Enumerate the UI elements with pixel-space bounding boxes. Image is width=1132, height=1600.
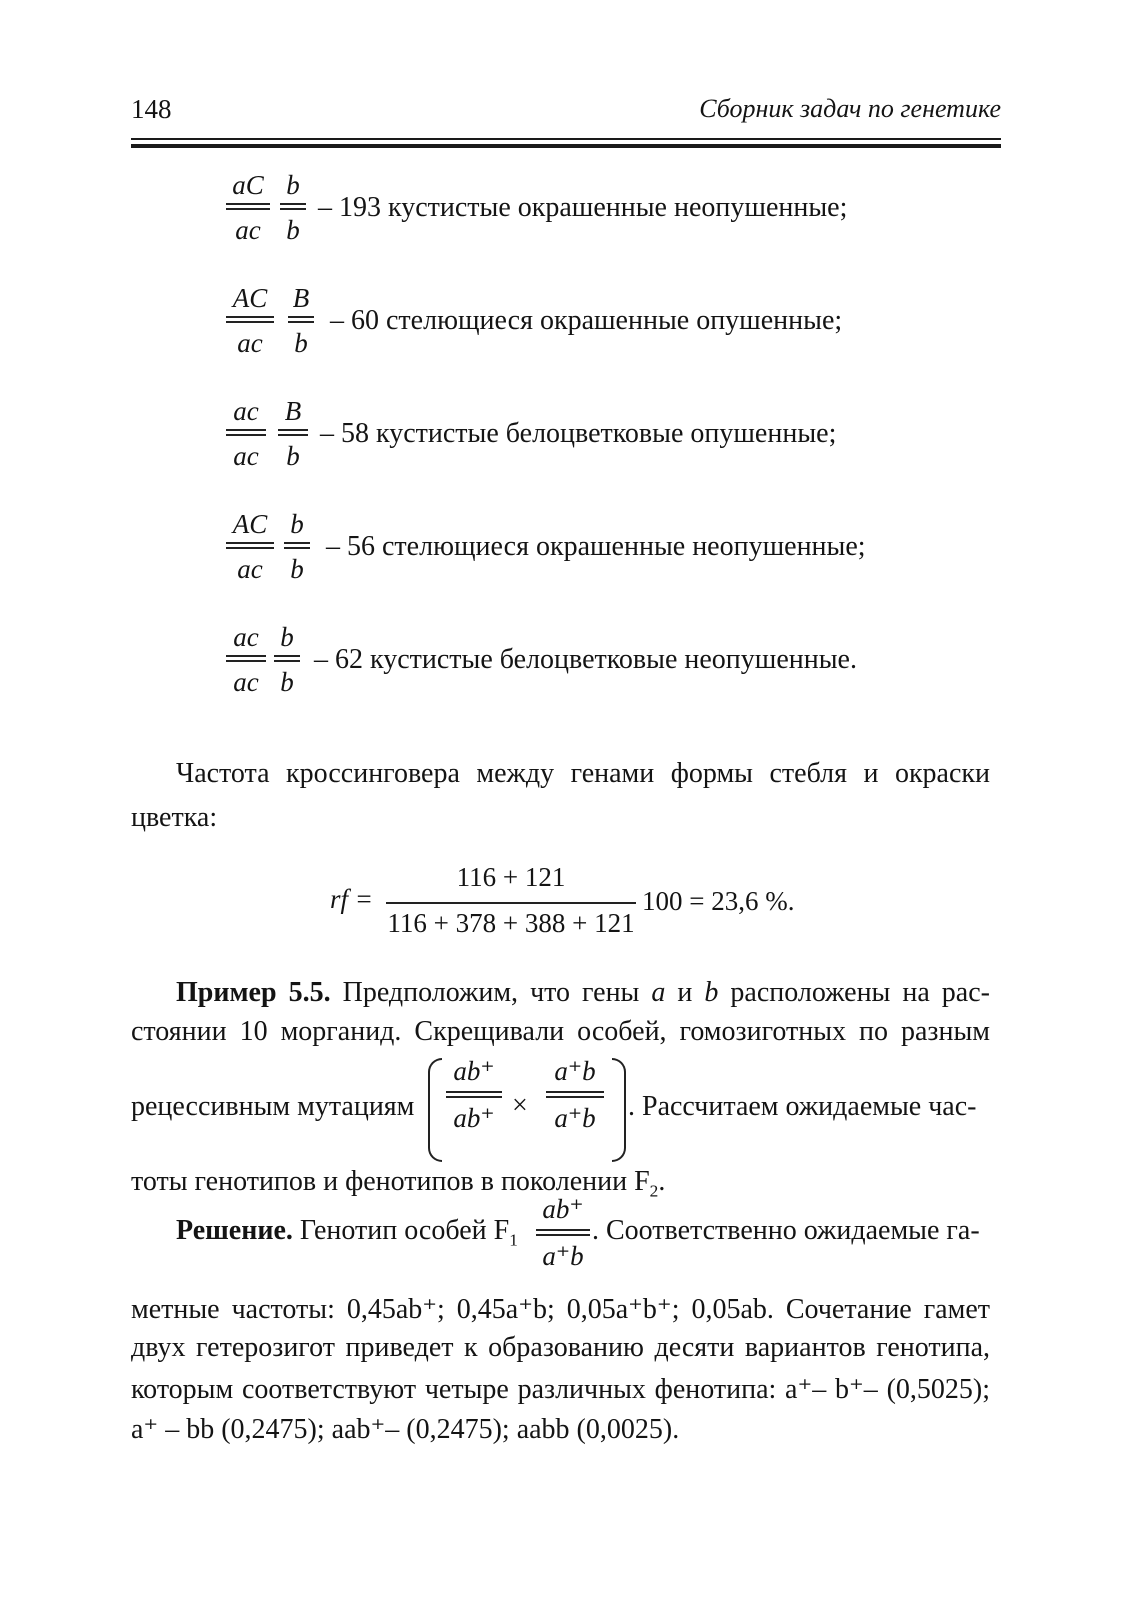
formula-rhs: 100 = 23,6 %. bbox=[642, 886, 795, 916]
example-line-3-post: . Рассчитаем ожидаемые час- bbox=[628, 1091, 977, 1122]
fraction-denominator: a⁺b bbox=[542, 1241, 584, 1271]
double-bar bbox=[226, 654, 266, 663]
text-span: тоты генотипов и фенотипов в поколении F bbox=[131, 1166, 650, 1197]
double-bar bbox=[284, 541, 310, 550]
genotype-description: – 60 стелющиеся окрашенные опушенные; bbox=[330, 305, 843, 336]
genotype-description: – 62 кустистые белоцветковые неопушенные. bbox=[314, 644, 857, 675]
subscript: 2 bbox=[649, 1181, 659, 1201]
genotype-row bbox=[226, 622, 966, 702]
example-line-3-pre: рецессивным мутациям bbox=[131, 1091, 415, 1122]
genotype-fraction-2 bbox=[278, 396, 308, 471]
fraction-denominator: ab⁺ bbox=[453, 1103, 495, 1133]
right-parenthesis bbox=[612, 1058, 626, 1162]
header-rule-thin bbox=[131, 138, 1001, 140]
genotype-fraction-2 bbox=[280, 170, 306, 245]
formula-lhs: rf = bbox=[330, 884, 373, 914]
fraction-numerator: ac bbox=[233, 396, 259, 426]
left-parenthesis bbox=[428, 1058, 442, 1162]
double-bar bbox=[546, 1090, 604, 1099]
fraction-denominator: b bbox=[290, 554, 304, 584]
fraction-denominator: b bbox=[286, 441, 300, 471]
fraction-bar bbox=[386, 902, 636, 904]
genotype-fraction-1 bbox=[226, 283, 274, 358]
gene-symbol: a bbox=[651, 977, 666, 1008]
page-header bbox=[131, 94, 1001, 134]
genotype-fraction-2 bbox=[284, 509, 310, 584]
solution-line-2: метные частоты: 0,45ab⁺; 0,45a⁺b; 0,05a⁺b⁺; 0,05ab. Сочетание гамет bbox=[131, 1294, 990, 1325]
fraction-denominator: ac bbox=[235, 215, 261, 245]
formula-denominator: 116 + 378 + 388 + 121 bbox=[387, 908, 635, 938]
paragraph-line: цветка: bbox=[131, 802, 218, 833]
f1-genotype-fraction bbox=[536, 1194, 590, 1271]
fraction-denominator: ac bbox=[237, 554, 263, 584]
example-label: Пример 5.5. bbox=[176, 977, 331, 1008]
solution-line-1-post: . Соответственно ожидаемые га- bbox=[592, 1215, 980, 1246]
double-bar bbox=[278, 428, 308, 437]
genotype-fraction-1 bbox=[226, 622, 266, 697]
solution-line-5: a⁺ – bb (0,2475); aab⁺– (0,2475); aabb (0,0025). bbox=[131, 1414, 680, 1445]
fraction-denominator: ac bbox=[233, 667, 259, 697]
fraction-numerator: b bbox=[280, 622, 294, 652]
fraction-numerator: a⁺b bbox=[554, 1056, 596, 1086]
fraction-numerator: AC bbox=[232, 283, 268, 313]
fraction-numerator: b bbox=[286, 170, 300, 200]
page-number: 148 bbox=[131, 94, 172, 124]
double-bar bbox=[226, 202, 270, 211]
cross-fraction-1 bbox=[446, 1056, 502, 1133]
genotype-fraction-1 bbox=[226, 396, 266, 471]
solution-line-3: двух гетерозигот приведет к образованию десяти вариантов генотипа, bbox=[131, 1332, 990, 1363]
cross-fraction-2 bbox=[546, 1056, 604, 1133]
double-bar bbox=[226, 315, 274, 324]
genotype-fraction-1 bbox=[226, 509, 274, 584]
double-bar bbox=[226, 428, 266, 437]
fraction-numerator: aC bbox=[232, 170, 264, 200]
recombination-frequency-formula bbox=[330, 862, 830, 942]
fraction-numerator: B bbox=[292, 283, 310, 313]
subscript: 1 bbox=[509, 1230, 518, 1250]
text-span: . bbox=[658, 1166, 666, 1197]
genotype-description: – 193 кустистые окрашенные неопушенные; bbox=[318, 192, 848, 223]
running-title: Сборник задач по генетике bbox=[699, 94, 1001, 123]
double-bar bbox=[226, 541, 274, 550]
fraction-denominator: b bbox=[280, 667, 294, 697]
fraction-numerator: ab⁺ bbox=[453, 1056, 495, 1086]
text-span: Генотип особей F bbox=[292, 1215, 510, 1246]
genotype-fraction-2 bbox=[274, 622, 300, 697]
fraction-numerator: B bbox=[284, 396, 302, 426]
cross-operator: × bbox=[512, 1090, 528, 1121]
double-bar bbox=[280, 202, 306, 211]
paragraph-line: Частота кроссинговера между генами формы стебля и окраски bbox=[176, 758, 990, 789]
genotype-fraction-1 bbox=[226, 170, 270, 245]
genotype-description: – 58 кустистые белоцветковые опушенные; bbox=[320, 418, 837, 449]
fraction-denominator: ac bbox=[233, 441, 259, 471]
gene-symbol: b bbox=[704, 977, 719, 1008]
solution-line-4: которым соответствуют четыре различных фенотипа: a⁺– b⁺– (0,5025); bbox=[131, 1374, 990, 1405]
genotype-row bbox=[226, 509, 966, 589]
fraction-denominator: b bbox=[286, 215, 300, 245]
fraction-numerator: ab⁺ bbox=[542, 1194, 584, 1224]
solution-label: Решение. bbox=[176, 1215, 293, 1246]
formula-numerator: 116 + 121 bbox=[456, 862, 566, 892]
fraction-denominator: a⁺b bbox=[554, 1103, 596, 1133]
double-bar bbox=[446, 1090, 502, 1099]
double-bar bbox=[536, 1228, 590, 1237]
double-bar bbox=[288, 315, 314, 324]
fraction-numerator: AC bbox=[232, 509, 268, 539]
genotype-fraction-2 bbox=[288, 283, 314, 358]
text-span: расположены на рас- bbox=[718, 977, 990, 1008]
fraction-denominator: ac bbox=[237, 328, 263, 358]
genotype-description: – 56 стелющиеся окрашенные неопушенные; bbox=[326, 531, 866, 562]
solution-line-1-pre bbox=[176, 1215, 518, 1250]
example-line-1 bbox=[176, 977, 990, 1009]
text-span: и bbox=[665, 977, 705, 1008]
fraction-numerator: ac bbox=[233, 622, 259, 652]
fraction-numerator: b bbox=[290, 509, 304, 539]
fraction-denominator: b bbox=[294, 328, 308, 358]
example-line-2: стоянии 10 морганид. Скрещивали особей, гомозиготных по разным bbox=[131, 1016, 990, 1047]
genotype-row bbox=[226, 396, 966, 476]
genotype-row bbox=[226, 283, 966, 363]
header-rule-thick bbox=[131, 144, 1001, 148]
genotype-row bbox=[226, 170, 966, 250]
text-span: Предположим, что гены bbox=[330, 977, 652, 1008]
double-bar bbox=[274, 654, 300, 663]
